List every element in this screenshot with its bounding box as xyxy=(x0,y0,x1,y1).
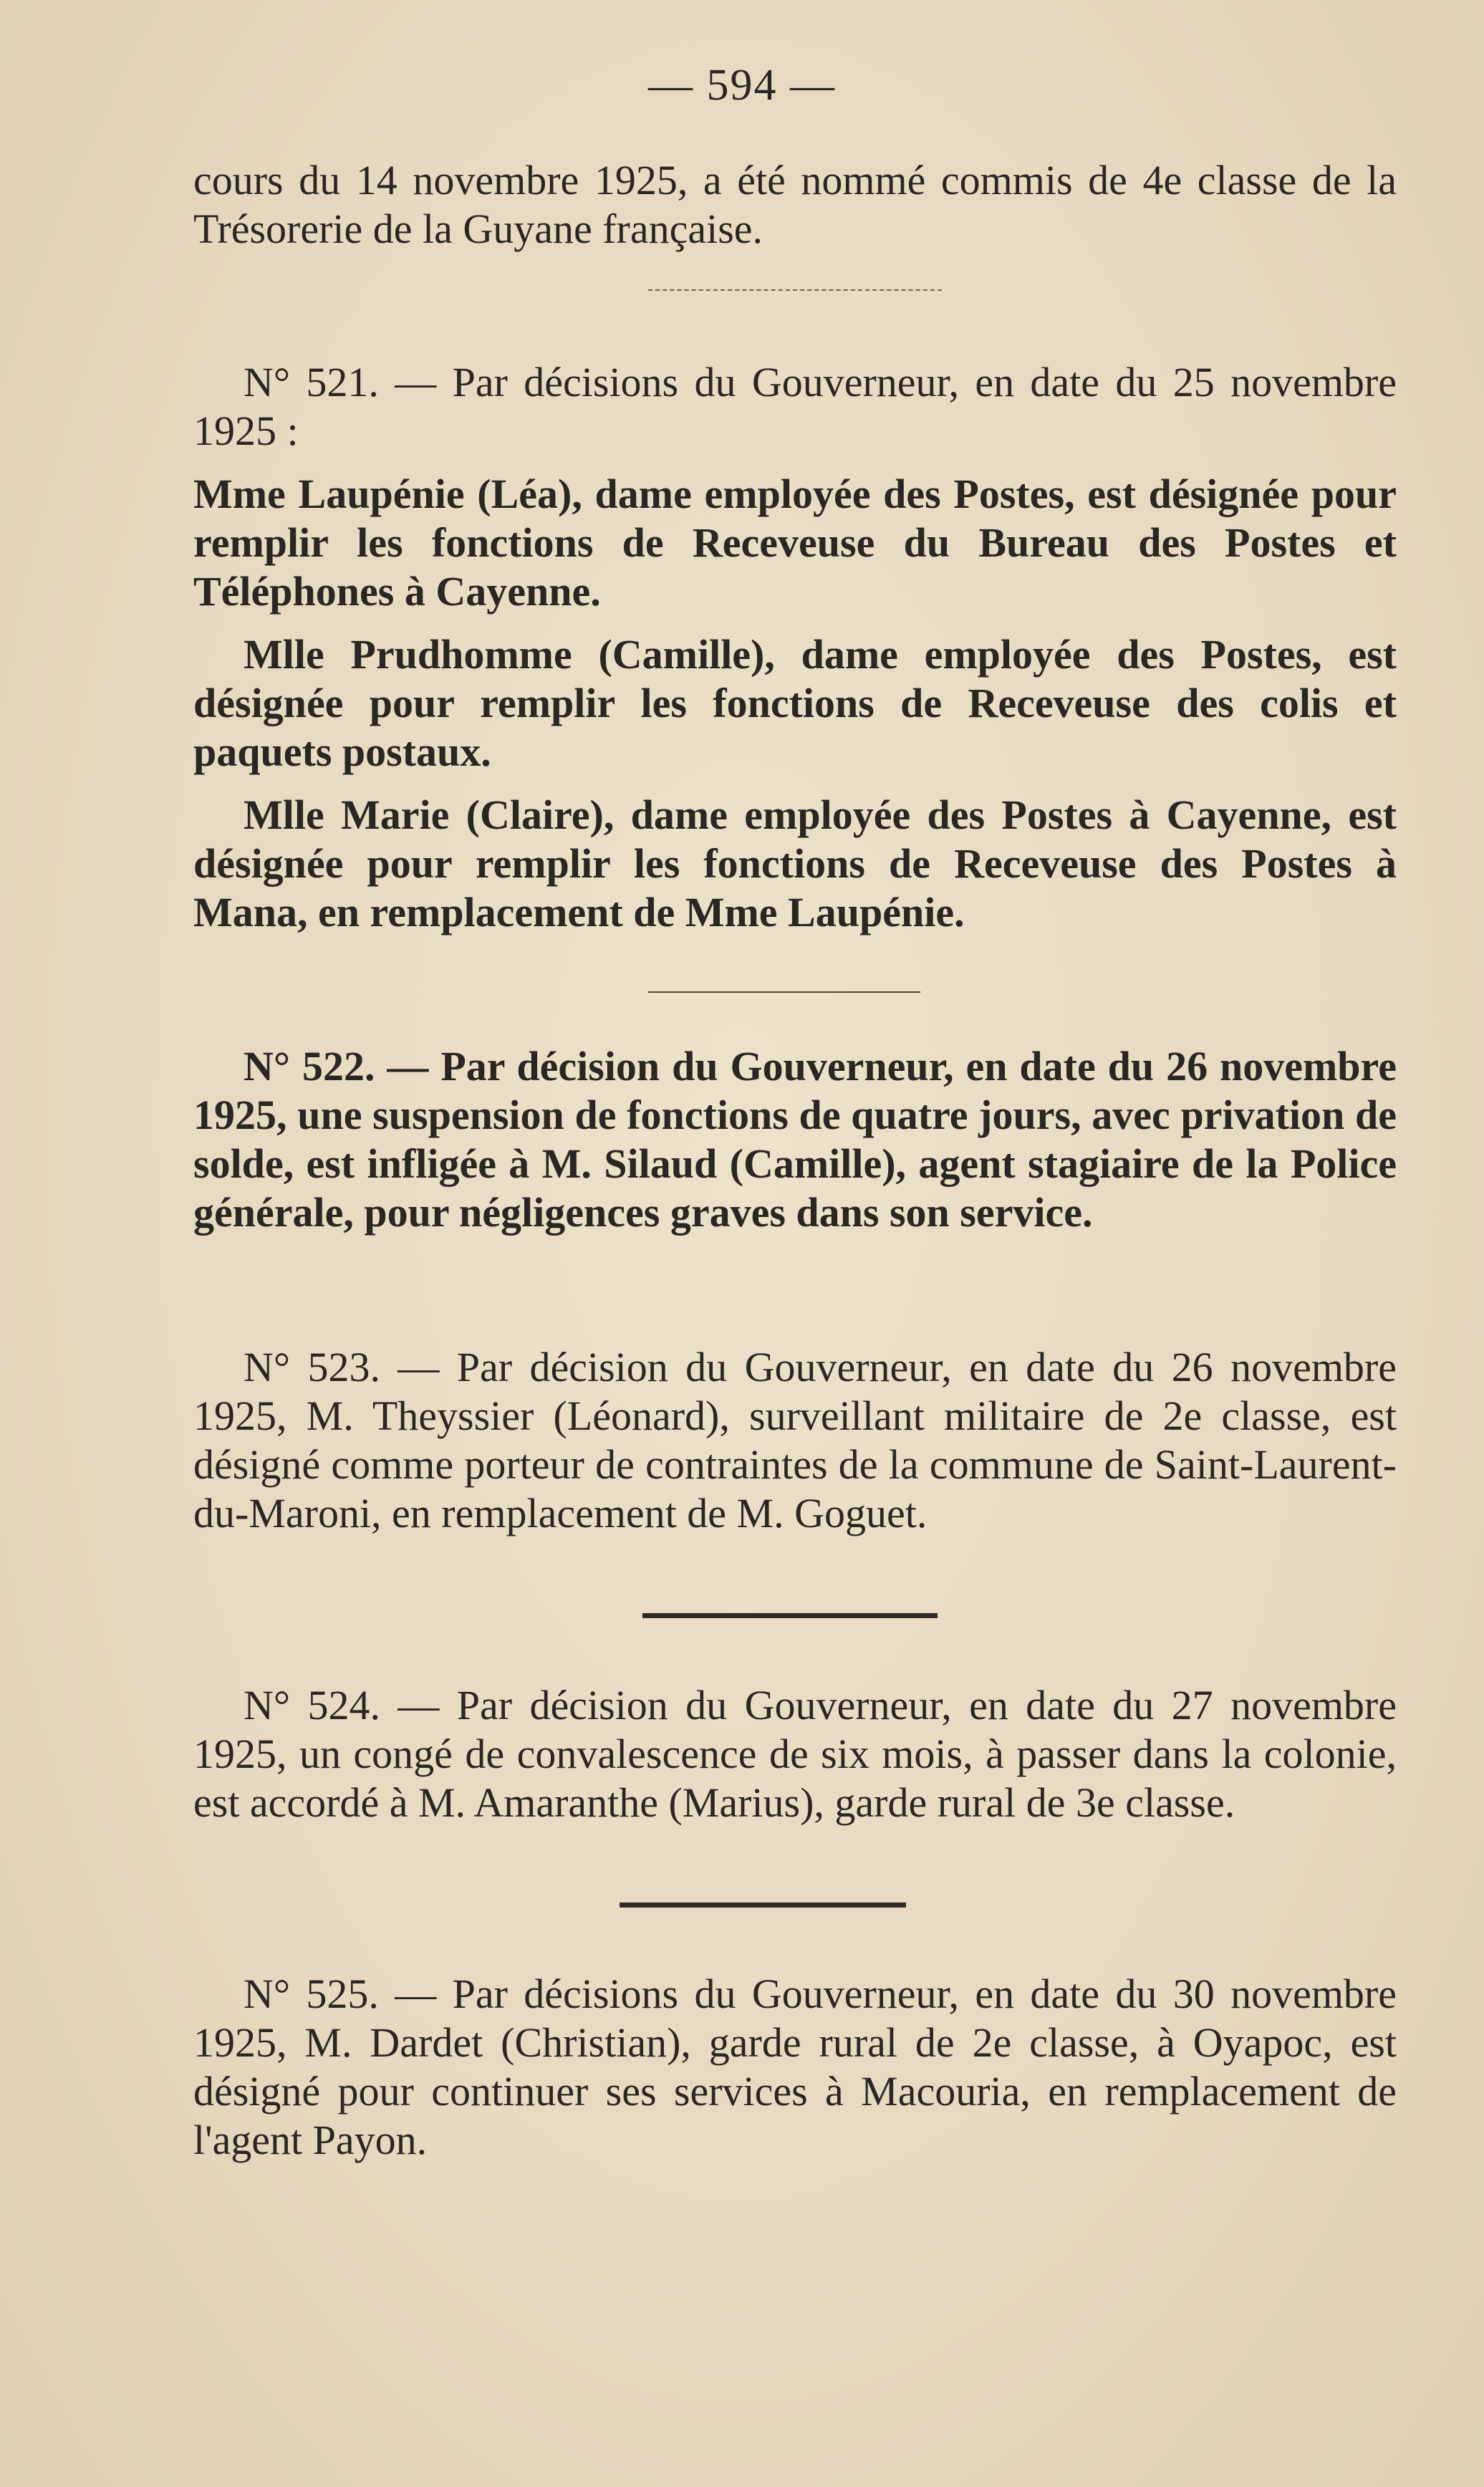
entry-525 xyxy=(193,1970,1397,2165)
entry-521-paragraph-2: Mlle Prudhomme (Camille), dame employée des Postes, est désignée pour remplir les fonctions de Receveuse des colis et paquets postaux. xyxy=(193,631,1397,775)
entry-521-heading: N° 521. — Par décisions du Gouverneur, en date du 25 novembre 1925 : xyxy=(193,359,1397,454)
continuation-paragraph: cours du 14 novembre 1925, a été nommé commis de 4e classe de la Trésorerie de la Guyane française. xyxy=(193,157,1397,252)
separator-rule xyxy=(620,1902,906,1908)
entry-524-paragraph: N° 524. — Par décision du Gouverneur, en date du 27 novembre 1925, un congé de convalescence de six mois, à passer dans la colonie, est accordé à M. Amaranthe (Marius), garde rural de 3e classe. xyxy=(193,1682,1397,1826)
entry-521-paragraph-1: Mme Laupénie (Léa), dame employée des Postes, est désignée pour remplir les fonctions de Receveuse du Bureau des Postes et Téléphones à Cayenne. xyxy=(193,471,1397,615)
separator-rule xyxy=(648,991,920,993)
separator-rule xyxy=(642,1613,938,1618)
entry-521 xyxy=(193,358,1397,937)
entry-524 xyxy=(193,1681,1397,1827)
entry-522-paragraph: N° 522. — Par décision du Gouverneur, en date du 26 novembre 1925, une suspension de fonctions de quatre jours, avec privation de solde, est infligée à M. Silaud (Camille), agent stagiaire de la Police générale, pour négligences graves dans son service. xyxy=(193,1043,1397,1236)
separator-rule xyxy=(648,289,942,291)
entry-525-paragraph: N° 525. — Par décisions du Gouverneur, en date du 30 novembre 1925, M. Dardet (Christian), garde rural de 2e classe, à Oyapoc, est désigné pour continuer ses services à Macouria, en remplacement de l'agent Payon. xyxy=(193,1971,1397,2163)
entry-523-paragraph: N° 523. — Par décision du Gouverneur, en date du 26 novembre 1925, M. Theyssier (Léonard), surveillant militaire de 2e classe, est désigné comme porteur de contraintes de la commune de Saint-Laurent-du-Maroni, en remplacement de M. Goguet. xyxy=(193,1344,1397,1536)
entry-523 xyxy=(193,1343,1397,1538)
entry-521-paragraph-3: Mlle Marie (Claire), dame employée des Postes à Cayenne, est désignée pour remplir les fonctions de Receveuse des Postes à Mana, en remplacement de Mme Laupénie. xyxy=(193,792,1397,935)
entry-522 xyxy=(193,1042,1397,1237)
page-number: — 594 — xyxy=(648,61,836,110)
continuation-text xyxy=(193,156,1397,254)
